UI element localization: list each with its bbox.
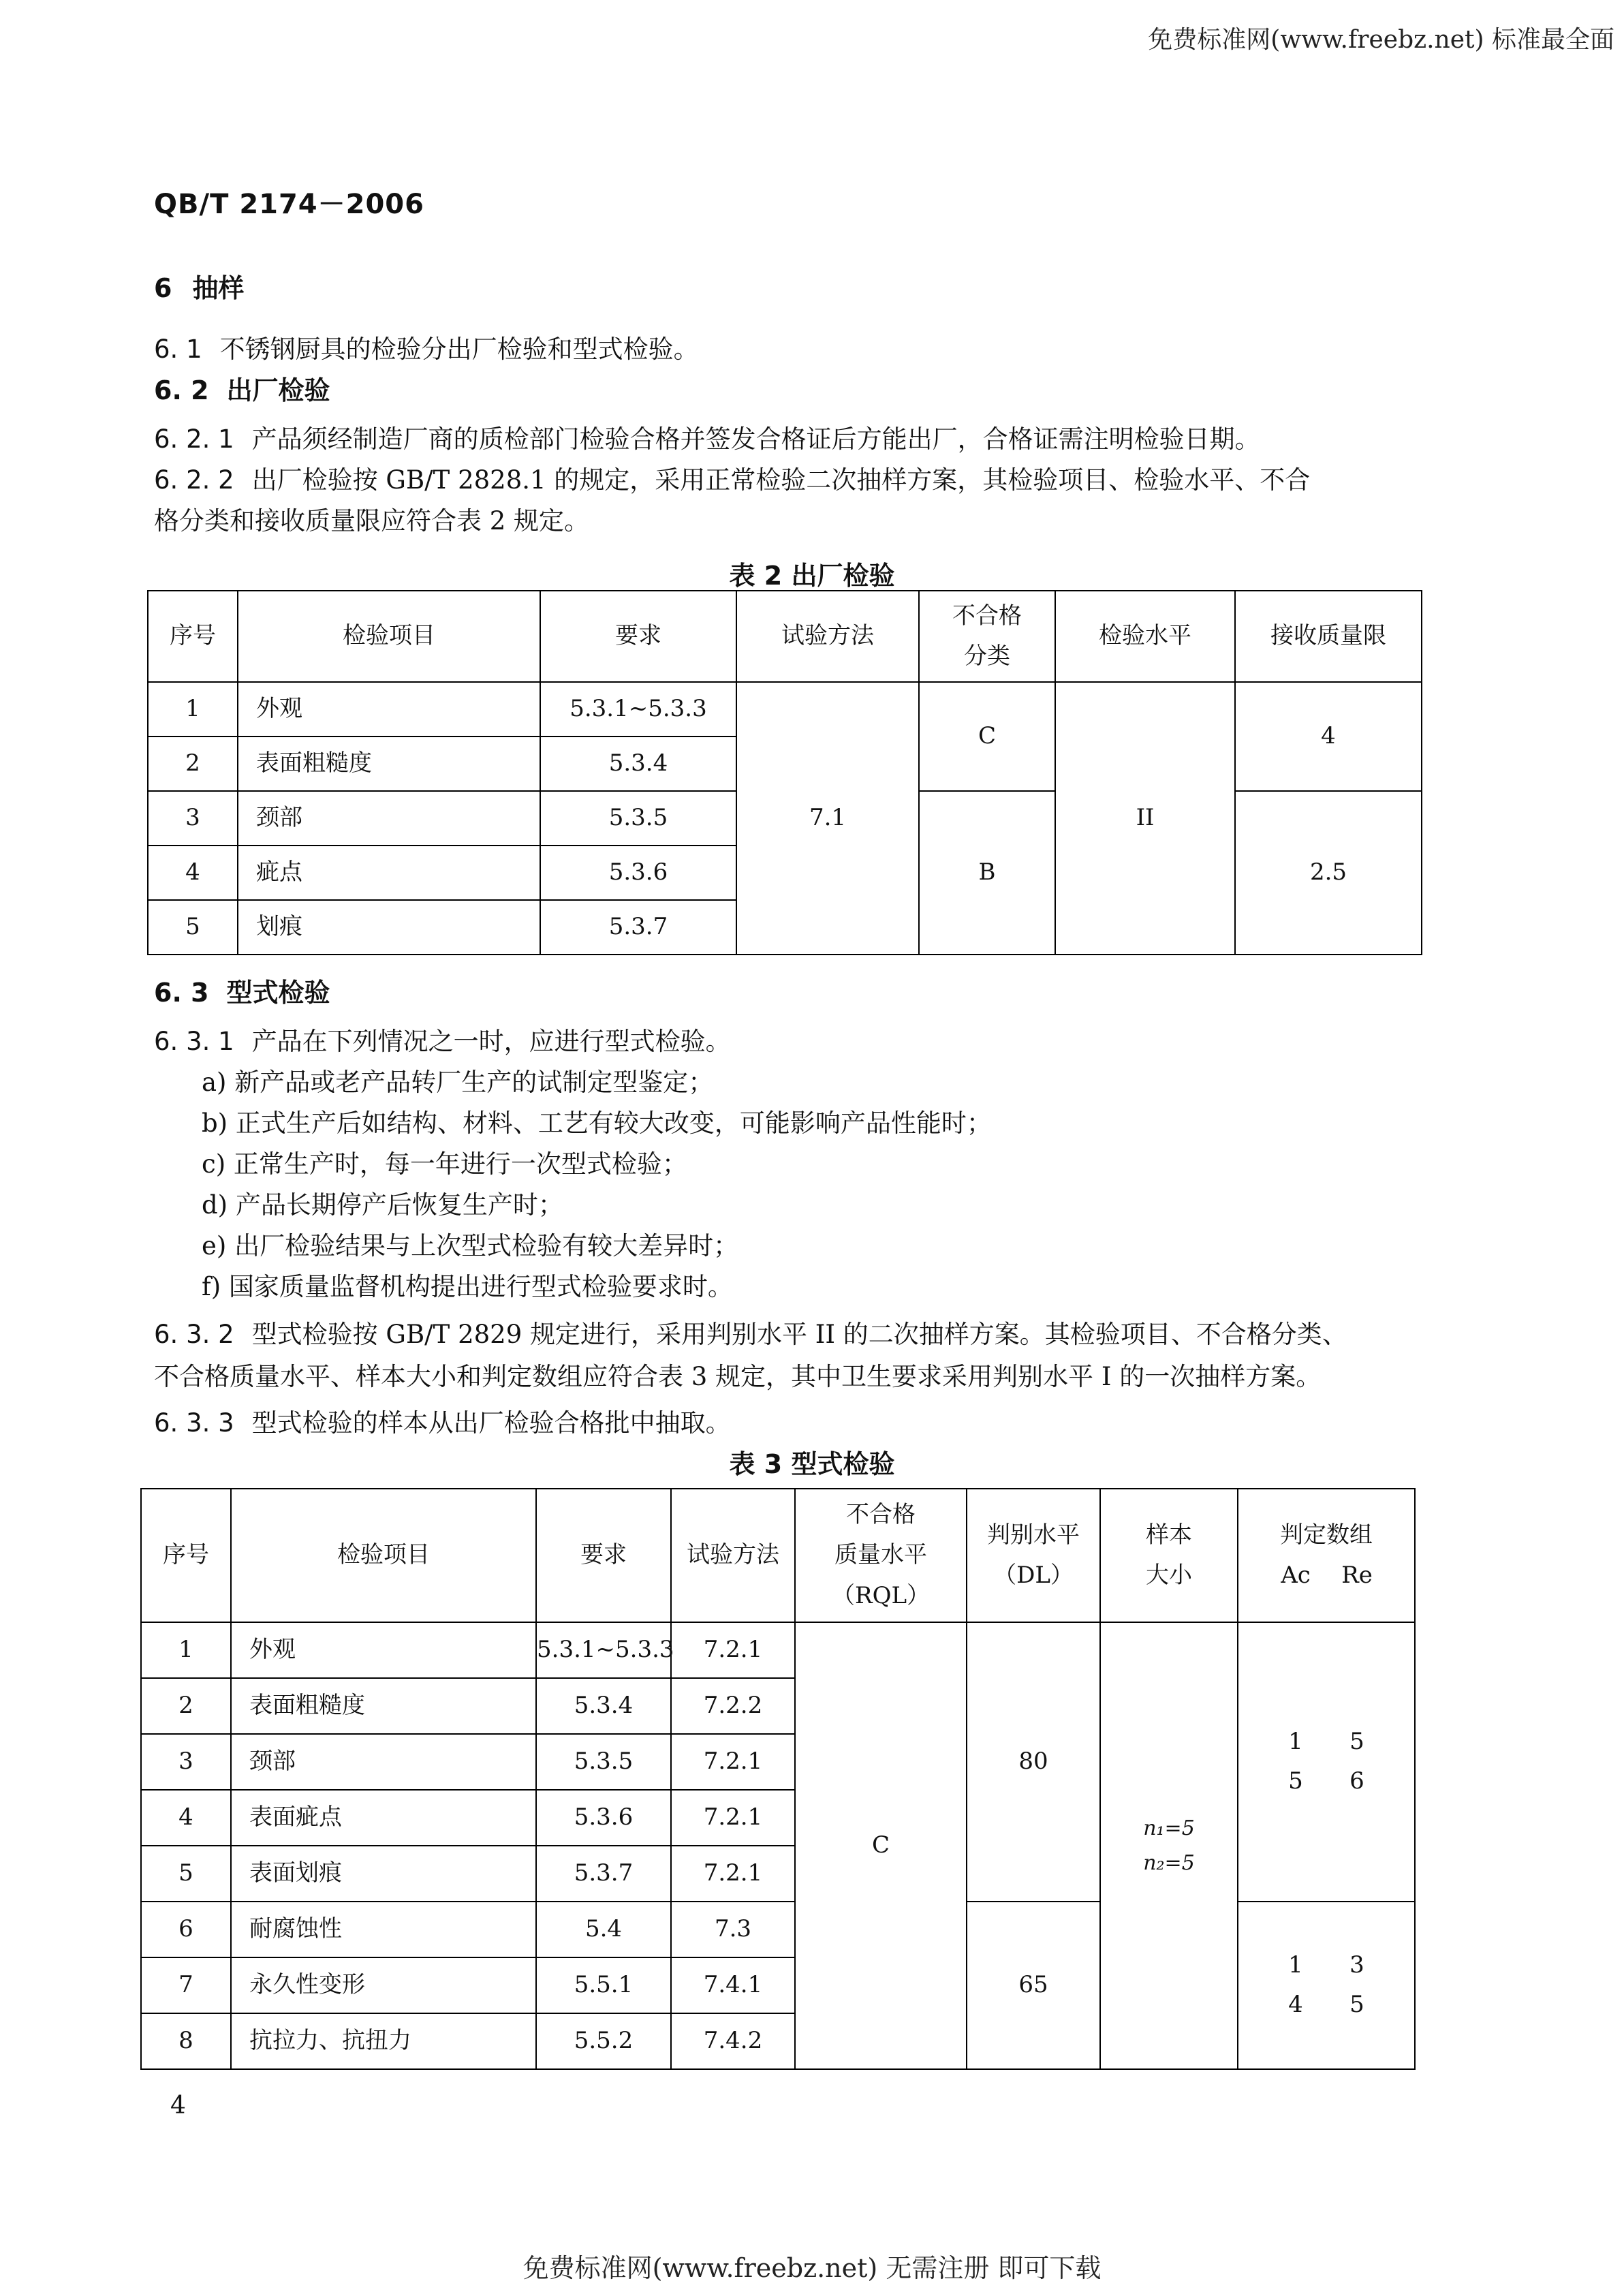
cell-ac-re-a bbox=[1238, 1622, 1415, 1902]
cell-item: 表面粗糙度 bbox=[238, 737, 540, 791]
list-item-f: f) 国家质量监督机构提出进行型式检验要求时。 bbox=[202, 1272, 733, 1301]
re-value: 5 bbox=[1349, 1991, 1364, 2018]
cell-item: 表面疵点 bbox=[231, 1790, 536, 1846]
cell-no: 5 bbox=[141, 1846, 231, 1902]
cell-item: 表面粗糙度 bbox=[231, 1678, 536, 1734]
clause-number: 6. 2. 2 bbox=[154, 465, 234, 495]
cell-no: 3 bbox=[148, 791, 238, 846]
cell-no: 3 bbox=[141, 1734, 231, 1790]
cell-req: 5.3.6 bbox=[540, 846, 736, 900]
header-cell: 要求 bbox=[536, 1489, 671, 1622]
cell-no: 2 bbox=[148, 737, 238, 791]
header-line: 分类 bbox=[964, 642, 1010, 670]
clause-6-2-1 bbox=[154, 418, 1260, 455]
cell-ac-re-b bbox=[1238, 1902, 1415, 2069]
clause-number: 6. 2. 1 bbox=[154, 424, 234, 454]
cell-item: 表面划痕 bbox=[231, 1846, 536, 1902]
cell-no: 5 bbox=[148, 900, 238, 955]
re-value: 3 bbox=[1349, 1951, 1364, 1979]
table-2 bbox=[147, 590, 1422, 955]
cell-level: II bbox=[1055, 682, 1235, 955]
header-line: 样本 bbox=[1146, 1521, 1192, 1549]
clause-number: 6. 3. 2 bbox=[154, 1320, 234, 1349]
clause-6-2-2-line2: 格分类和接收质量限应符合表 2 规定。 bbox=[154, 506, 590, 536]
cell-req: 5.3.1~5.3.3 bbox=[540, 682, 736, 737]
header-line: （DL） bbox=[993, 1562, 1074, 1589]
cell-req: 5.3.1~5.3.3 bbox=[536, 1622, 671, 1678]
ac-re-line bbox=[1275, 1762, 1377, 1801]
header-line: 不合格 bbox=[846, 1500, 916, 1528]
clause-6-3-3 bbox=[154, 1402, 731, 1439]
header-line: 判定数组 bbox=[1280, 1521, 1373, 1549]
clause-6-2-heading bbox=[154, 369, 330, 407]
table-3 bbox=[140, 1488, 1416, 2070]
cell-req: 5.4 bbox=[536, 1902, 671, 1957]
cell-no: 1 bbox=[141, 1622, 231, 1678]
cell-no: 8 bbox=[141, 2013, 231, 2069]
cell-req: 5.3.4 bbox=[536, 1678, 671, 1734]
cell-no: 7 bbox=[141, 1957, 231, 2013]
ac-value: 4 bbox=[1288, 1991, 1303, 2018]
cell-item: 疵点 bbox=[238, 846, 540, 900]
ac-value: 5 bbox=[1288, 1767, 1303, 1795]
clause-text: 产品在下列情况之一时，应进行型式检验。 bbox=[251, 1027, 731, 1056]
clause-number: 6. 3 bbox=[154, 978, 209, 1008]
standard-number: QB/T 2174－2006 bbox=[154, 189, 424, 220]
cell-no: 1 bbox=[148, 682, 238, 737]
cell-item: 划痕 bbox=[238, 900, 540, 955]
header-cell: 检验项目 bbox=[231, 1489, 536, 1622]
sample-n1: n₁=5 bbox=[1143, 1816, 1195, 1840]
cell-method: 7.2.2 bbox=[671, 1678, 795, 1734]
header-line: （RQL） bbox=[831, 1581, 931, 1609]
header-cell bbox=[919, 591, 1055, 682]
cell-req: 5.3.6 bbox=[536, 1790, 671, 1846]
cell-sample-size bbox=[1100, 1622, 1238, 2069]
clause-6-3-heading bbox=[154, 972, 330, 1009]
clause-text: 产品须经制造厂商的质检部门检验合格并签发合格证后方能出厂，合格证需注明检验日期。 bbox=[251, 424, 1260, 454]
ac-value: 1 bbox=[1288, 1728, 1303, 1756]
header-cell: 试验方法 bbox=[736, 591, 919, 682]
cell-method: 7.2.1 bbox=[671, 1734, 795, 1790]
cell-no: 4 bbox=[148, 846, 238, 900]
header-cell: 要求 bbox=[540, 591, 736, 682]
section-6-heading bbox=[154, 267, 244, 305]
header-cell: 序号 bbox=[141, 1489, 231, 1622]
cell-rql: C bbox=[795, 1622, 967, 2069]
header-cell: 试验方法 bbox=[671, 1489, 795, 1622]
cell-class-b: B bbox=[919, 791, 1055, 955]
ac-re-line bbox=[1275, 1985, 1377, 2025]
page-number: 4 bbox=[170, 2092, 186, 2120]
cell-item: 外观 bbox=[231, 1622, 536, 1678]
re-value: 5 bbox=[1349, 1728, 1364, 1756]
cell-method: 7.4.1 bbox=[671, 1957, 795, 2013]
cell-item: 抗拉力、抗扭力 bbox=[231, 2013, 536, 2069]
cell-item: 颈部 bbox=[231, 1734, 536, 1790]
cell-method: 7.2.1 bbox=[671, 1846, 795, 1902]
cell-item: 耐腐蚀性 bbox=[231, 1902, 536, 1957]
cell-class-c: C bbox=[919, 682, 1055, 791]
section-number: 6 bbox=[154, 273, 172, 303]
header-cell bbox=[967, 1489, 1100, 1622]
clause-number: 6. 2 bbox=[154, 375, 209, 405]
cell-dl-80: 80 bbox=[967, 1622, 1100, 1902]
watermark-bottom: 免费标准网(www.freebz.net) 无需注册 即可下载 bbox=[522, 2253, 1102, 2283]
header-line: 判别水平 bbox=[987, 1521, 1080, 1549]
list-item-a: a) 新产品或老产品转厂生产的试制定型鉴定； bbox=[202, 1068, 714, 1097]
header-line: 大小 bbox=[1146, 1562, 1192, 1589]
cell-item: 颈部 bbox=[238, 791, 540, 846]
cell-dl-65: 65 bbox=[967, 1902, 1100, 2069]
table-header-row bbox=[148, 591, 1422, 682]
cell-req: 5.3.5 bbox=[540, 791, 736, 846]
header-line: 质量水平 bbox=[834, 1541, 927, 1569]
header-cell bbox=[1238, 1489, 1415, 1622]
cell-req: 5.5.2 bbox=[536, 2013, 671, 2069]
section-title: 抽样 bbox=[192, 273, 245, 303]
cell-req: 5.3.7 bbox=[540, 900, 736, 955]
sample-n2: n₂=5 bbox=[1143, 1851, 1195, 1875]
cell-no: 6 bbox=[141, 1902, 231, 1957]
clause-6-3-1 bbox=[154, 1021, 731, 1057]
clause-number: 6. 3. 1 bbox=[154, 1027, 234, 1056]
cell-method: 7.3 bbox=[671, 1902, 795, 1957]
clause-6-2-2 bbox=[154, 459, 1310, 496]
header-cell bbox=[1100, 1489, 1238, 1622]
clause-6-1 bbox=[154, 328, 699, 365]
header-cell: 检验水平 bbox=[1055, 591, 1235, 682]
ac-re-header bbox=[1275, 1555, 1377, 1596]
cell-aql-2-5: 2.5 bbox=[1235, 791, 1422, 955]
clause-text: 型式检验的样本从出厂检验合格批中抽取。 bbox=[251, 1408, 731, 1438]
cell-req: 5.3.4 bbox=[540, 737, 736, 791]
table-row bbox=[141, 1622, 1415, 1678]
clause-text-line1: 型式检验按 GB/T 2829 规定进行，采用判别水平 II 的二次抽样方案。其检验项目、不合格分类、 bbox=[251, 1320, 1347, 1349]
cell-method: 7.2.1 bbox=[671, 1790, 795, 1846]
clause-6-3-2-line2: 不合格质量水平、样本大小和判定数组应符合表 3 规定，其中卫生要求采用判别水平 I 的一次抽样方案。 bbox=[154, 1362, 1322, 1391]
cell-req: 5.5.1 bbox=[536, 1957, 671, 2013]
table-header-row bbox=[141, 1489, 1415, 1622]
re-label: Re bbox=[1341, 1562, 1373, 1589]
ac-label: Ac bbox=[1281, 1562, 1311, 1589]
clause-number: 6. 1 bbox=[154, 335, 202, 364]
clause-title: 型式检验 bbox=[226, 978, 330, 1008]
cell-item: 外观 bbox=[238, 682, 540, 737]
cell-method: 7.2.1 bbox=[671, 1622, 795, 1678]
cell-req: 5.3.5 bbox=[536, 1734, 671, 1790]
cell-method: 7.4.2 bbox=[671, 2013, 795, 2069]
cell-req: 5.3.7 bbox=[536, 1846, 671, 1902]
re-value: 6 bbox=[1349, 1767, 1364, 1795]
list-item-c: c) 正常生产时，每一年进行一次型式检验； bbox=[202, 1149, 687, 1179]
ac-re-line bbox=[1275, 1722, 1377, 1762]
table-2-caption: 表 2 出厂检验 bbox=[729, 561, 895, 591]
list-item-e: e) 出厂检验结果与上次型式检验有较大差异时； bbox=[202, 1231, 739, 1260]
header-cell bbox=[795, 1489, 967, 1622]
header-line: 不合格 bbox=[952, 602, 1022, 630]
watermark-top: 免费标准网(www.freebz.net) 标准最全面 bbox=[1148, 26, 1614, 54]
table-row bbox=[148, 682, 1422, 737]
list-item-d: d) 产品长期停产后恢复生产时； bbox=[202, 1190, 563, 1220]
cell-item: 永久性变形 bbox=[231, 1957, 536, 2013]
cell-no: 4 bbox=[141, 1790, 231, 1846]
clause-6-3-2 bbox=[154, 1314, 1347, 1350]
clause-text: 不锈钢厨具的检验分出厂检验和型式检验。 bbox=[219, 335, 699, 364]
cell-no: 2 bbox=[141, 1678, 231, 1734]
header-cell: 序号 bbox=[148, 591, 238, 682]
table-3-caption: 表 3 型式检验 bbox=[729, 1449, 895, 1479]
cell-method: 7.1 bbox=[736, 682, 919, 955]
clause-title: 出厂检验 bbox=[226, 375, 330, 405]
ac-re-line bbox=[1275, 1946, 1377, 1985]
header-cell: 检验项目 bbox=[238, 591, 540, 682]
clause-text-line1: 出厂检验按 GB/T 2828.1 的规定，采用正常检验二次抽样方案，其检验项目、检验水平、不合 bbox=[251, 465, 1311, 495]
clause-number: 6. 3. 3 bbox=[154, 1408, 234, 1438]
list-item-b: b) 正式生产后如结构、材料、工艺有较大改变，可能影响产品性能时； bbox=[202, 1109, 992, 1138]
ac-value: 1 bbox=[1288, 1951, 1303, 1979]
header-cell: 接收质量限 bbox=[1235, 591, 1422, 682]
cell-aql-4: 4 bbox=[1235, 682, 1422, 791]
